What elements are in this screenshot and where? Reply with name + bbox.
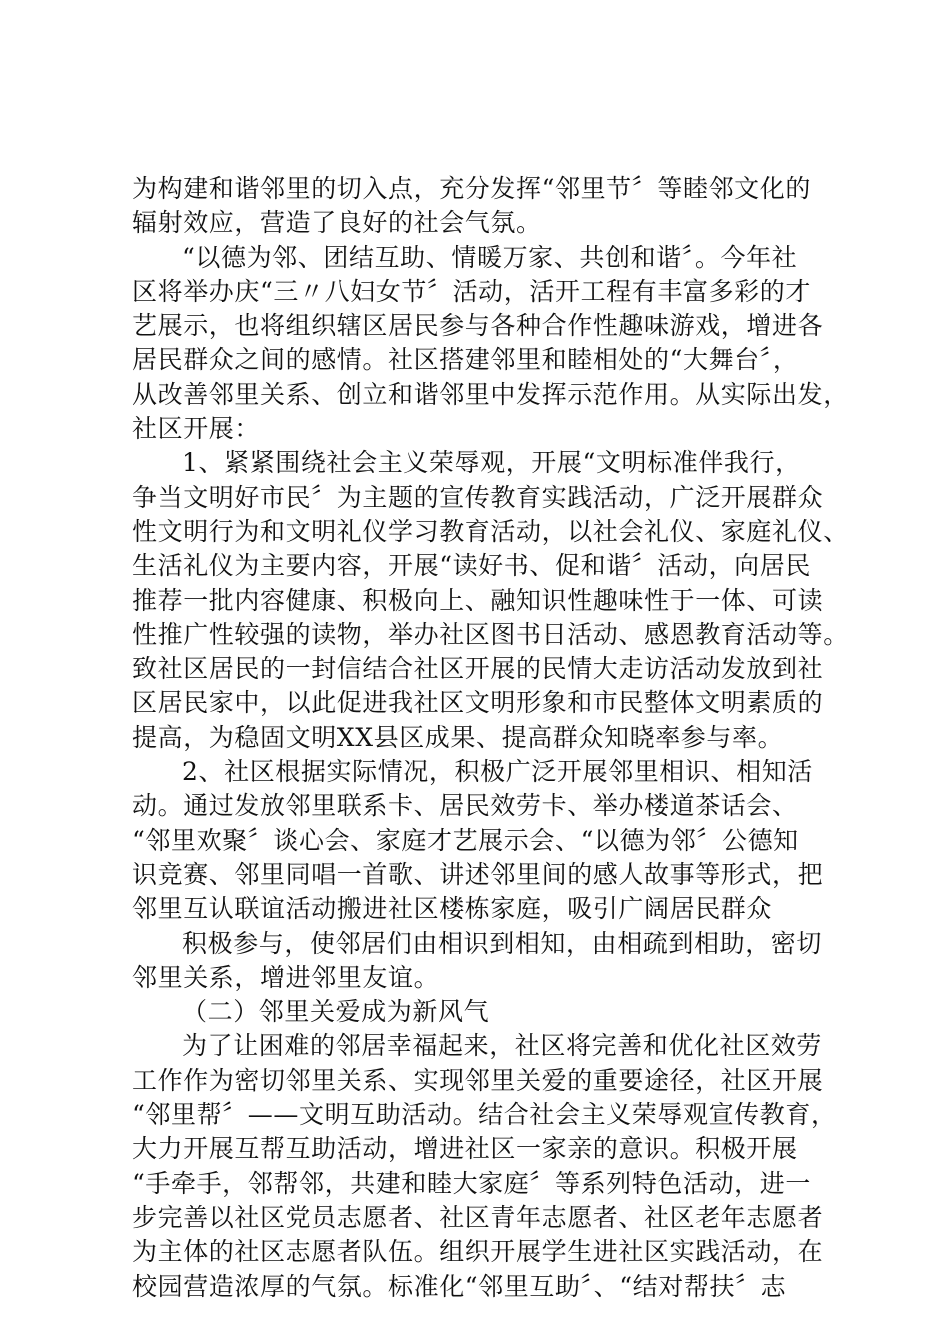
text-line: 积极参与，使邻居们由相识到相知，由相疏到相助，密切: [182, 928, 823, 958]
text-line: 邻里关系，增进邻里友谊。: [132, 962, 440, 992]
text-line: 为了让困难的邻居幸福起来，社区将完善和优化社区效劳: [182, 1031, 823, 1061]
text-line: 为主体的社区志愿者队伍。组织开展学生进社区实践活动，在: [132, 1237, 824, 1267]
text-line: “以德为邻、团结互助、情暖万家、共创和谐〞。今年社: [182, 242, 798, 272]
text-line: 艺展示，也将组织辖区居民参与各种合作性趣味游戏，增进各: [132, 311, 824, 341]
text-line: 辐射效应，营造了良好的社会气氛。: [132, 208, 542, 238]
text-line: 1、紧紧围绕社会主义荣辱观，开展“文明标准伴我行，: [182, 448, 801, 478]
text-line: “邻里欢聚〞谈心会、家庭才艺展示会、“以德为邻〞公德知: [132, 825, 799, 855]
text-line: 为构建和谐邻里的切入点，充分发挥“邻里节〞等睦邻文化的: [132, 174, 811, 203]
text-line: （二）邻里关爱成为新风气: [182, 997, 490, 1027]
text-line: 区将举办庆“三〃八妇女节〞活动，活开工程有丰富多彩的才: [132, 276, 811, 306]
text-line: “手牵手，邻帮邻，共建和睦大家庭〞等系列特色活动，进一: [132, 1168, 811, 1198]
text-line: 社区开展：: [132, 414, 261, 444]
text-line: 工作作为密切邻里关系、实现邻里关爱的重要途径，社区开展: [132, 1065, 824, 1095]
text-line: 提高，为稳固文明XX县区成果、提高群众知晓率参与率。: [132, 722, 784, 752]
text-line: 从改善邻里关系、创立和谐邻里中发挥示范作用。从实际出发，: [132, 379, 849, 409]
text-line: 识竞赛、邻里同唱一首歌、讲述邻里间的感人故事等形式，把: [132, 859, 824, 889]
text-line: 争当文明好市民〞为主题的宣传教育实践活动，广泛开展群众: [132, 482, 824, 512]
text-line: 性文明行为和文明礼仪学习教育活动，以社会礼仪、家庭礼仪、: [132, 516, 849, 546]
text-line: 步完善以社区党员志愿者、社区青年志愿者、社区老年志愿者: [132, 1202, 824, 1232]
text-line: 动。通过发放邻里联系卡、居民效劳卡、举办楼道茶话会、: [132, 791, 798, 821]
text-line: 区居民家中，以此促进我社区文明形象和市民整体文明素质的: [132, 688, 824, 718]
text-line: 邻里互认联谊活动搬进社区楼栋家庭，吸引广阔居民群众: [132, 894, 773, 924]
text-line: 校园营造浓厚的气氛。标准化“邻里互助〞、“结对帮扶〞志: [132, 1271, 787, 1301]
text-line: 大力开展互帮互助活动，增进社区一家亲的意识。积极开展: [132, 1134, 798, 1164]
text-line: 致社区居民的一封信结合社区开展的民情大走访活动发放到社: [132, 654, 824, 684]
text-line: 生活礼仪为主要内容，开展“读好书、促和谐〞活动，向居民: [132, 551, 811, 581]
text-line: 推荐一批内容健康、积极向上、融知识性趣味性于一体、可读: [132, 585, 824, 615]
text-line: 居民群众之间的感情。社区搭建邻里和睦相处的“大舞台〞，: [132, 345, 799, 375]
body-text: [132, 172, 849, 1304]
text-line: 性推广性较强的读物，举办社区图书日活动、感恩教育活动等。: [132, 619, 849, 649]
text-line: “邻里帮〞——文明互助活动。结合社会主义荣辱观宣传教育，: [132, 1100, 837, 1130]
text-line: 2、社区根据实际情况，积极广泛开展邻里相识、相知活: [182, 757, 813, 787]
